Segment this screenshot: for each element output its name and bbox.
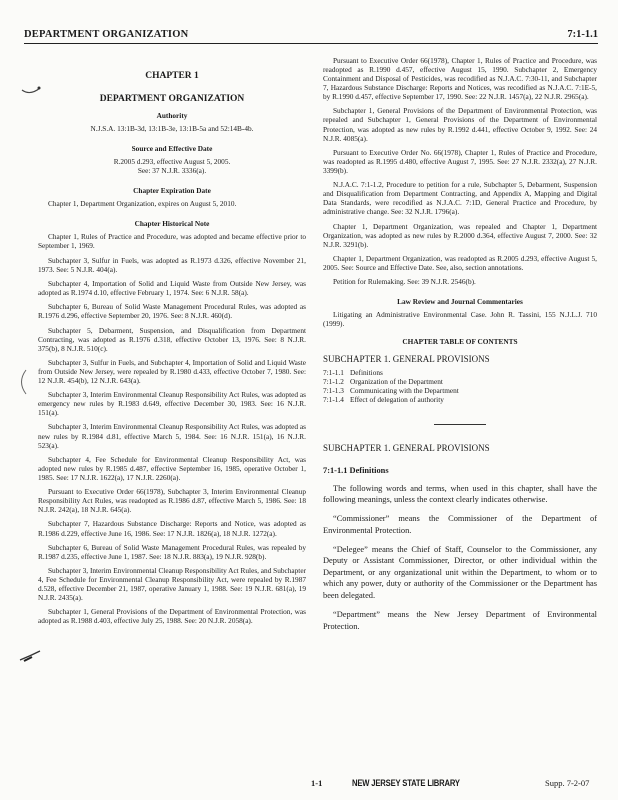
toc-entry-number: 7:1-1.4 <box>323 394 344 404</box>
history-paragraph: Chapter 1, Rules of Practice and Procedure, was adopted and became effective prior to September 1, 1969. <box>38 232 306 251</box>
source-citation: See: 37 N.J.R. 3336(a). <box>137 166 207 176</box>
binding-tick-mark-bottom <box>18 648 44 666</box>
history-paragraph: Subchapter 6, Bureau of Solid Waste Management Procedural Rules, was repealed by R.1987 d.235, effective June 1, 1987. See: 18 N.J.R. 883(a), 19 N.J.R. 928(b). <box>38 542 306 561</box>
history-paragraph: Subchapter 3, Interim Environmental Cleanup Responsibility Act Rules, was adopted as new rules by R.1984 d.81, effective March 5, 1984. See: 16 N.J.R. 151(a), 16 N.J.R. 523(a). <box>38 422 306 450</box>
history-paragraph: Pursuant to Executive Order 66(1978), Subchapter 3, Interim Environmental Cleanup Responsibility Act Rules, was readopted as R.1986 d.87, effective March 5, 1986. See: 18 N.J.R. 242(a), 18 N.J.R. 645(a). <box>38 487 306 515</box>
header-rule <box>24 43 598 44</box>
page-number: 1-1 <box>311 778 323 788</box>
history-paragraph: Subchapter 1, General Provisions of the Department of Environmental Protection, was adopted as R.1988 d.403, effective July 25, 1988. See: 20 N.J.R. 2058(a). <box>38 607 306 626</box>
history-paragraph: N.J.A.C. 7:1-1.2, Procedure to petition for a rule, Subchapter 5, Debarment, Suspension and Disqualification from Department Contracting, and Appendix A, Mapping and Digital Data Standards, were recodified as N.J.A.C. 7:1D, General Practice and Procedure, by administrative change. See: 32 N.J.R. 1796(a). <box>323 180 597 217</box>
toc-subchapter: SUBCHAPTER 1. GENERAL PROVISIONS <box>323 354 490 365</box>
history-paragraph: Subchapter 3, Interim Environmental Cleanup Responsibility Act Rules, was adopted as emergency new rules by R.1983 d.649, effective December 30, 1983. See: 16 N.J.R. 151(a). <box>38 390 306 418</box>
history-paragraph: Pursuant to Executive Order No. 66(1978), Chapter 1, Rules of Practice and Procedure, was readopted as R.1995 d.480, effective August 7, 1995. See: 27 N.J.R. 2332(a), 27 N.J.R. 3399(b). <box>323 147 597 175</box>
table-of-contents <box>323 369 597 404</box>
law-review-heading: Law Review and Journal Commentaries <box>397 297 523 307</box>
section-divider <box>434 424 486 425</box>
right-column <box>323 56 597 639</box>
history-paragraph: Subchapter 1, General Provisions of the Department of Environmental Protection, was repealed and Subchapter 1, General Provisions of the Department of Environmental Protection, was adopted as new rules by R.1992 d.441, effective October 9, 1992. See: 24 N.J.R. 4085(a). <box>323 106 597 143</box>
toc-entry-title: Definitions <box>350 368 383 378</box>
library-stamp: NEW JERSEY STATE LIBRARY <box>352 778 460 788</box>
history-paragraph: Subchapter 4, Importation of Solid and Liquid Waste from Outside New Jersey, was adopted as R.1974 d.10, effective February 1, 1974. See: 6 N.J.R. 58(a). <box>38 278 306 297</box>
toc-entry-number: 7:1-1.1 <box>323 368 344 378</box>
toc-entry[interactable] <box>323 396 597 405</box>
toc-title: CHAPTER TABLE OF CONTENTS <box>402 337 518 347</box>
history-paragraph: Pursuant to Executive Order 66(1978), Chapter 1, Rules of Practice and Procedure, was readopted as R.1990 d.457, effective August 15, 1990. Subchapter 2, Emergency Containment and Disposal of Pesticides, was recodified as N.J.A.C. 7:30-11, and Subchapter 7, Hazardous Substance Discharge: Reports and Notices, was recodified as N.J.A.C. 7:1E-5, by R.1990 d.457, effective September 17, 1990. See: 22 N.J.R. 1457(a), 22 N.J.R. 2965(a). <box>323 56 597 102</box>
history-paragraph: Subchapter 4, Fee Schedule for Environmental Cleanup Responsibility Act, was adopted new rules by R.1985 d.487, effective September 16, 1985, operative October 1, 1985. See: 17 N.J.R. 1622(a), 17 N.J.R. 2260(a). <box>38 454 306 482</box>
definition-department: “Department” means the New Jersey Department of Environmental Protection. <box>323 609 597 631</box>
section-heading: 7:1-1.1 Definitions <box>323 465 389 475</box>
chapter-name: DEPARTMENT ORGANIZATION <box>99 94 245 104</box>
history-paragraph: Chapter 1, Department Organization, was readopted as R.2005 d.293, effective August 5, 2005. See: Source and Effective Date. See, also, section annotations. <box>323 253 597 272</box>
toc-entry-title: Communicating with the Department <box>350 385 459 395</box>
history-paragraph: Subchapter 5, Debarment, Suspension, and Disqualification from Department Contracting, was adopted as R.1976 d.318, effective October 13, 1976. See: 8 N.J.R. 375(b), 8 N.J.R. 510(c). <box>38 325 306 353</box>
source-text: R.2005 d.293, effective August 5, 2005. <box>113 157 231 167</box>
history-paragraph: Subchapter 3, Sulfur in Fuels, was adopted as R.1973 d.326, effective November 21, 1973. See: 5 N.J.R. 404(a). <box>38 255 306 274</box>
toc-entry-number: 7:1-1.3 <box>323 385 344 395</box>
definition-delegee: “Delegee” means the Chief of Staff, Counselor to the Commissioner, any Deputy or Assistant Commissioner, Director, or other individual within the Department, or any organizational unit within the Department, to whom or to which any power, duty or authority of the Commissioner or the Department has been delegated. <box>323 544 597 601</box>
running-header-title: DEPARTMENT ORGANIZATION <box>24 29 189 40</box>
history-paragraph: Chapter 1, Department Organization, was repealed and Chapter 1, Department Organization, was adopted as new rules by R.2000 d.364, effective August 7, 2000. See: 32 N.J.R. 3291(b). <box>323 221 597 249</box>
chapter-label: CHAPTER 1 <box>145 71 199 81</box>
authority-text: N.J.S.A. 13:1B-3d, 13:1B-3e, 13:1B-5a and 52:14B-4b. <box>90 124 254 134</box>
law-review-citation: Litigating an Administrative Environmental Case. John R. Tassini, 155 N.J.L.J. 710 (1999). <box>323 310 597 329</box>
history-paragraph: Subchapter 3, Interim Environmental Cleanup Responsibility Act Rules, and Subchapter 4, Fee Schedule for Environmental Cleanup Responsibility Act, were repealed by R.1987 d.528, effective December 21, 1987, operative January 1, 1988. See: 19 N.J.R. 681(a), 19 N.J.R. 2435(a). <box>38 566 306 603</box>
supplement-date: Supp. 7-2-07 <box>545 778 590 788</box>
history-heading: Chapter Historical Note <box>134 219 210 229</box>
body-paragraph: The following words and terms, when used in this chapter, shall have the following meanings, unless the context clearly indicates otherwise. <box>323 483 597 505</box>
running-header-section: 7:1-1.1 <box>567 29 598 40</box>
left-column <box>38 56 306 631</box>
history-paragraph: Subchapter 3, Sulfur in Fuels, and Subchapter 4, Importation of Solid and Liquid Waste from Outside New Jersey, were repealed by R.1980 d.433, effective October 7, 1980. See: 12 N.J.R. 454(b), 12 N.J.R. 643(a). <box>38 357 306 385</box>
toc-entry-title: Effect of delegation of authority <box>350 394 444 404</box>
toc-entry-title: Organization of the Department <box>350 377 443 387</box>
source-heading: Source and Effective Date <box>131 144 213 154</box>
expiration-text: Chapter 1, Department Organization, expires on August 5, 2010. <box>48 199 237 209</box>
authority-heading: Authority <box>156 111 188 120</box>
binding-bracket-mark <box>14 368 30 398</box>
history-paragraph: Subchapter 7, Hazardous Substance Discharge: Reports and Notice, was adopted as R.1986 d.229, effective June 16, 1986. See: 17 N.J.R. 1826(a), 18 N.J.R. 1272(a). <box>38 519 306 538</box>
definition-commissioner: “Commissioner” means the Commissioner of the Department of Environmental Protection. <box>323 514 597 535</box>
history-paragraph: Petition for Rulemaking. See: 39 N.J.R. 2546(b). <box>333 277 476 287</box>
toc-entry-number: 7:1-1.2 <box>323 377 344 387</box>
expiration-heading: Chapter Expiration Date <box>133 186 211 196</box>
definitions-body <box>323 483 597 632</box>
subchapter-heading: SUBCHAPTER 1. GENERAL PROVISIONS <box>323 442 490 453</box>
history-paragraph: Subchapter 6, Bureau of Solid Waste Management Procedural Rules, was adopted as R.1976 d.296, effective September 20, 1976. See: 8 N.J.R. 460(d). <box>38 302 306 321</box>
